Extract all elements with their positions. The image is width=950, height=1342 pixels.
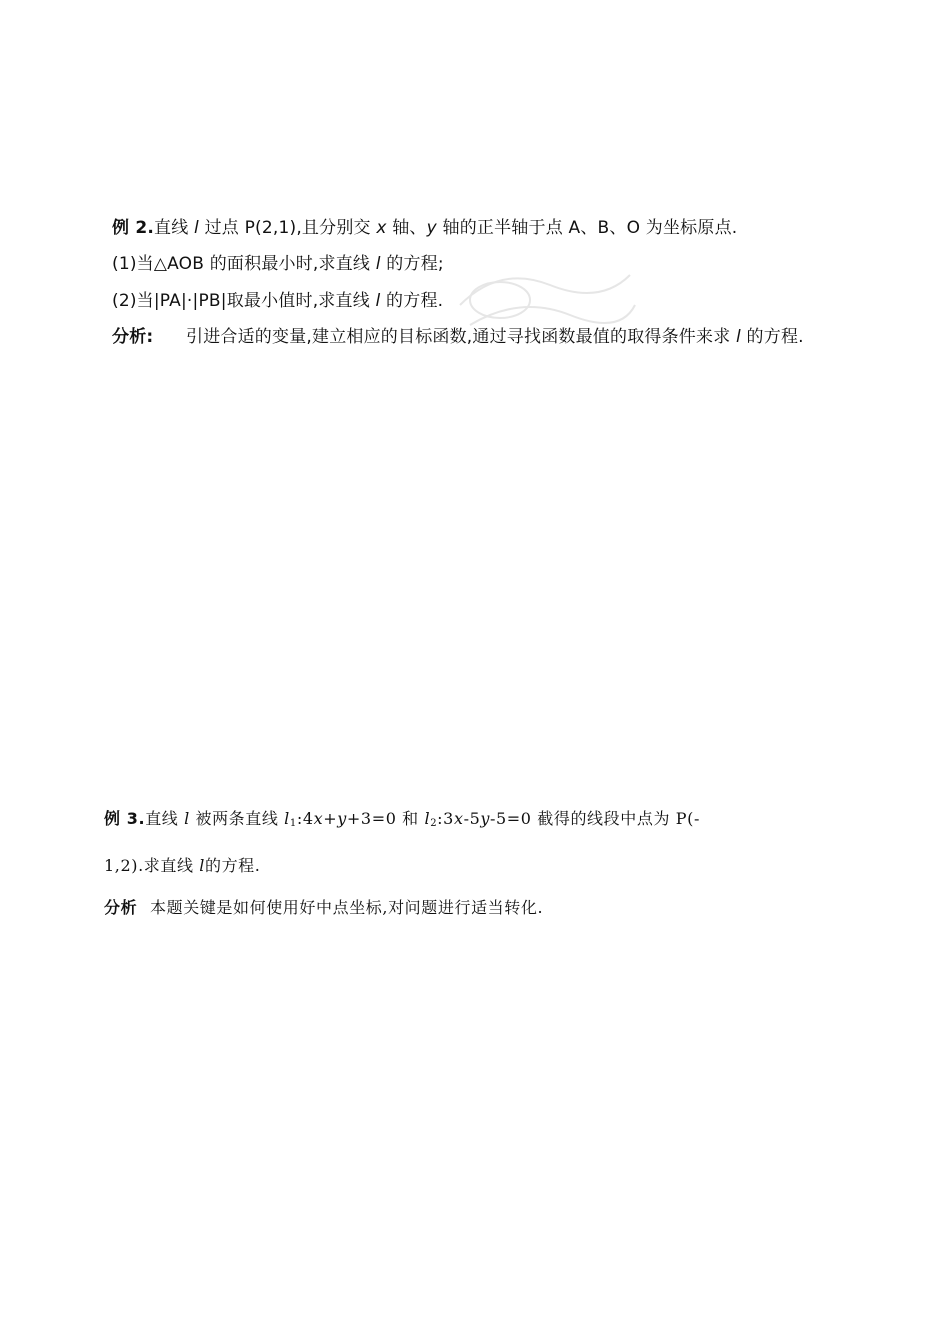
example3-statement-line-1: 例 3.直线 l 被两条直线 $l_1:4x+y+3=0$ 和 $l_2:3x-5y-5=0$ 截得的线段中点为 P(-	[104, 809, 700, 829]
example2-statement: 例 2.直线 l 过点 P(2,1),且分别交 x 轴、y 轴的正半轴于点 A、B、O 为坐标原点.	[112, 218, 738, 238]
watermark-graphic	[440, 245, 640, 355]
example2-question-2: (2)当|PA|·|PB|取最小值时,求直线 l 的方程.	[112, 291, 444, 311]
example3-label: 例 3.	[104, 809, 146, 828]
example3-analysis-label: 分析	[104, 898, 138, 917]
example2-label: 例 2.	[112, 218, 155, 238]
example3-statement-line-2: 1,2).求直线 l的方程.	[104, 856, 261, 875]
example3-analysis: 分析 本题关键是如何使用好中点坐标,对问题进行适当转化.	[104, 895, 543, 918]
example2-analysis: 分析: 引进合适的变量,建立相应的目标函数,通过寻找函数最值的取得条件来求 l 的方程.	[112, 322, 804, 347]
example2-question-1: (1)当△AOB 的面积最小时,求直线 l 的方程;	[112, 254, 444, 274]
example2-analysis-label: 分析:	[112, 327, 154, 347]
